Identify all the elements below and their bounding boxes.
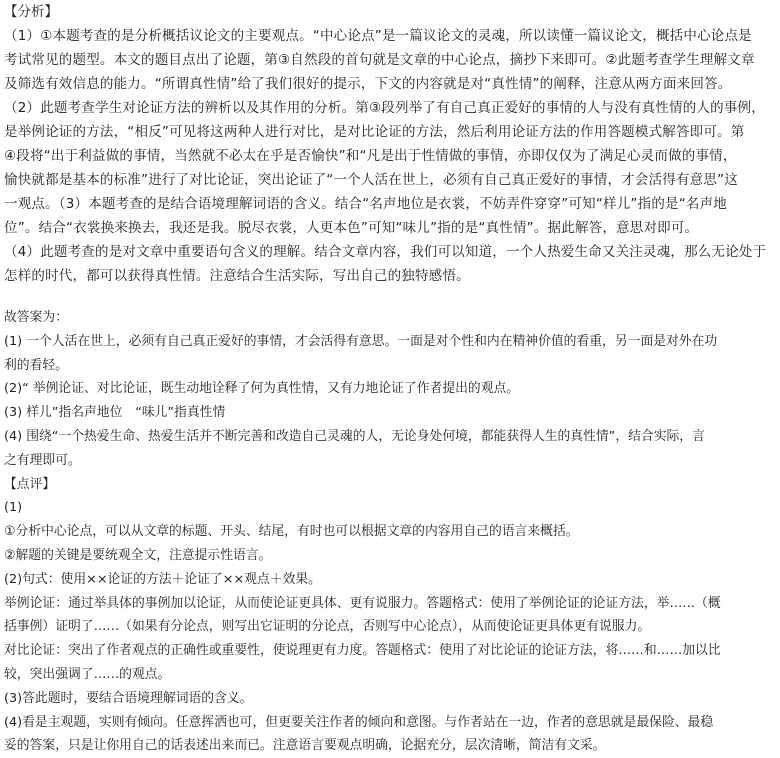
analysis-line: （1）①本题考查的是分析概括议论文的主要观点。“中心论点”是一篇议论文的灵魂，所以读懂一篇议论文，概括中心论点是 — [4, 28, 752, 44]
review-line: 较，突出强调了……的观点。 — [4, 666, 171, 682]
review-line: ②解题的关键是要统观全文，注意提示性语言。 — [4, 547, 272, 563]
review-line: 对比论证：突出了作者观点的正确性或重要性，使说理更有力度。答题格式：使用了对比论证的论证方法，将……和……加以比 — [4, 643, 721, 659]
answer-line: (3) 样儿”指名声地位 “味儿”指真性情 — [4, 405, 226, 421]
review-line: 举例论证：通过举具体的事例加以论证，从而使论证更具体、更有说服力。答题格式：使用了举例论证的论证方法，举……（概 — [4, 595, 721, 611]
analysis-heading: 【分析】 — [4, 4, 58, 20]
review-line: (4)看是主观题，实则有倾向。任意挥洒也可，但更要关注作者的倾向和意图。与作者站在一边，作者的意思就是最保险、最稳 — [4, 714, 714, 730]
analysis-line: 是举例论证的方法，“相反”可见将这两种人进行对比，是对比论证的方法，然后利用论证方法的作用答题模式解答即可。第 — [4, 124, 745, 140]
analysis-line: （2）此题考查学生对论证方法的辨析以及其作用的分析。第③段列举了有自己真正爱好的事情的人与没有真性情的人的事例， — [4, 100, 765, 116]
answers-heading: 故答案为： — [4, 310, 68, 325]
section-gap — [4, 288, 774, 306]
analysis-body — [4, 24, 774, 288]
analysis-line: （4）此题考查的是对文章中重要语句含义的理解。结合文章内容，我们可以知道，一个人热爱生命又关注灵魂，那么无论处于 — [4, 244, 767, 260]
review-line: (2)句式：使用××论证的方法＋论证了××观点＋效果。 — [4, 571, 321, 587]
review-section — [4, 473, 774, 758]
review-heading: 【点评】 — [4, 476, 56, 492]
answer-line: (1) 一个人活在世上，必须有自己真正爱好的事情，才会活得有意思。一面是对个性和内在精神价值的看重，另一面是对外在功 — [4, 333, 718, 349]
analysis-line: 及筛选有效信息的能力。“所谓真性情”给了我们很好的提示，下文的内容就是对“真性情”的阐释，注意从两方面来回答。 — [4, 76, 732, 92]
answer-line: 之有理即可。 — [4, 452, 81, 468]
review-line: (1) — [4, 500, 23, 516]
review-line: ①分析中心论点，可以从文章的标题、开头、结尾，有时也可以根据文章的内容用自己的语言来概括。 — [4, 524, 579, 540]
analysis-line: 考试常见的题型。本文的题目点出了论题，第③自然段的首句就是文章的中心论点，摘抄下来即可。②此题考查学生理解文章 — [4, 52, 755, 68]
review-line: 括事例）证明了……（如果有分论点，则写出它证明的分论点，否则写中心论点），从而使论证更具体更有说服力。 — [4, 619, 651, 635]
review-line: (3)答此题时，要结合语境理解词语的含义。 — [4, 690, 253, 706]
analysis-line: ④段将“出于利益做的事情，当然就不必太在乎是否愉快”和“凡是出于性情做的事情，亦即仅仅为了满足心灵而做的事情， — [4, 148, 737, 164]
answer-line: 利的看轻。 — [4, 357, 68, 373]
review-line: 妥的答案，只是让你用自己的话表述出来而已。注意语言要观点明确，论据充分，层次清晰，简洁有文采。 — [4, 738, 606, 754]
answer-line: (2)“ 举例论证、对比论证，既生动地诠释了何为真性情，又有力地论证了作者提出的观点。 — [4, 381, 520, 397]
answer-line: (4) 围绕“一个热爱生命、热爱生活并不断完善和改造自己灵魂的人，无论身处何境，都能获得人生的真性情”，结合实际，言 — [4, 428, 705, 444]
analysis-line: 位”。结合“衣裳换来换去，我还是我。脱尽衣裳，人更本色”可知“味儿”指的是“真性情”。据此解答，意思对即可。 — [4, 220, 699, 236]
answers-section — [4, 306, 774, 473]
analysis-line: 怎样的时代，都可以获得真性情。注意结合生活实际，写出自己的独特感悟。 — [4, 268, 470, 284]
analysis-line: 一观点。（3）本题考查的是结合语境理解词语的含义。结合“名声地位是衣裳，不妨弄件穿穿”可知“样儿”指的是“名声地 — [4, 196, 728, 212]
analysis-line: 愉快就都是基本的标准”进行了对比论证，突出论证了“一个人活在世上，必须有自己真正爱好的事情，才会活得有意思”这 — [4, 172, 738, 188]
